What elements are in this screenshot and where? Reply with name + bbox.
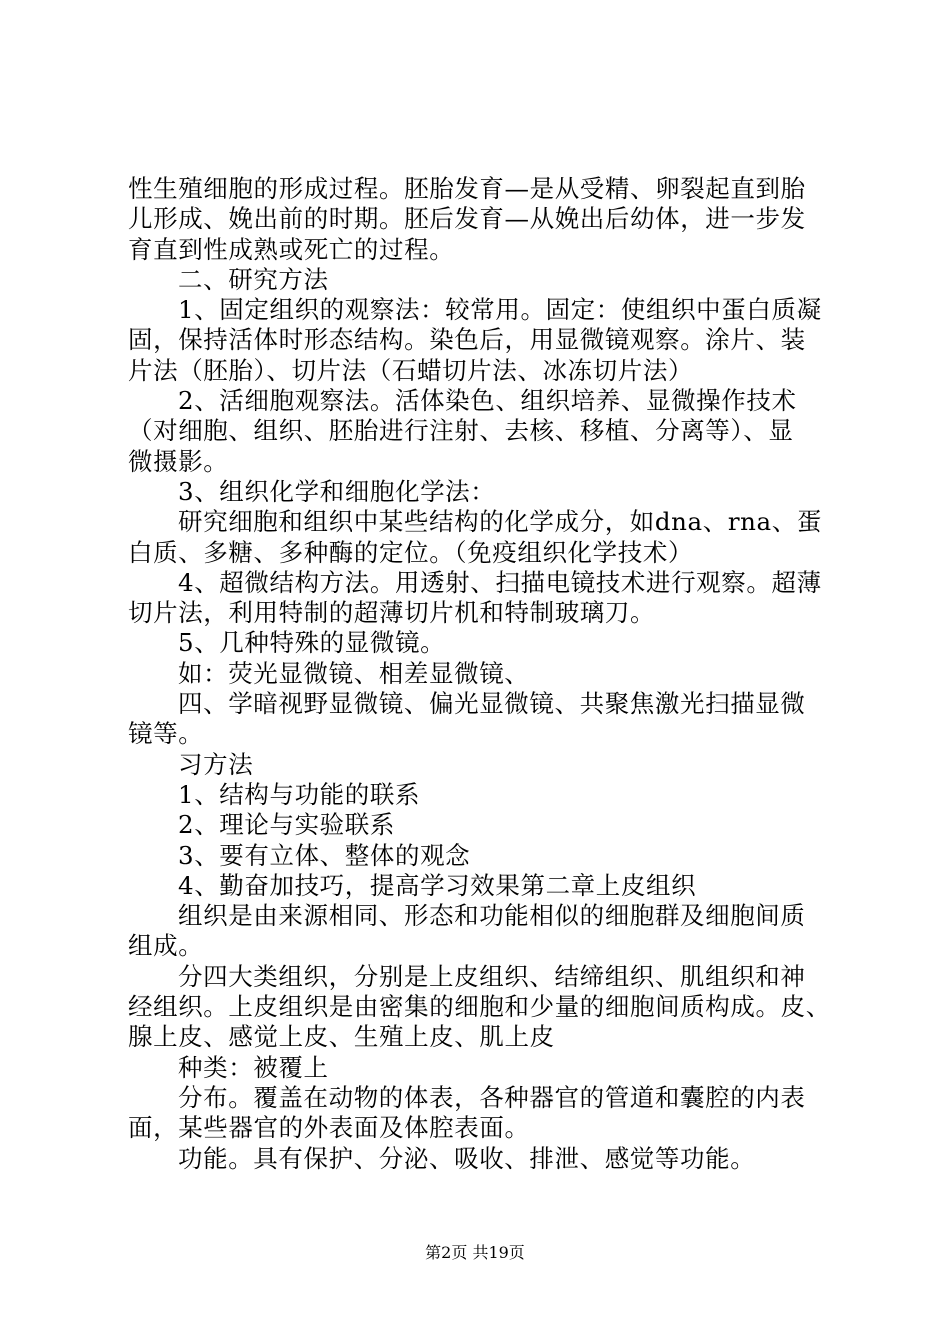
text-line: 3、要有立体、整体的观念 <box>178 840 471 870</box>
text-line: 1、固定组织的观察法：较常用。固定：使组织中蛋白质凝 <box>178 295 822 325</box>
text-line: 4、超微结构方法。用透射、扫描电镜技术进行观察。超薄 <box>178 567 822 597</box>
text-line: 3、组织化学和细胞化学法： <box>178 476 496 506</box>
text-line: 如：荧光显微镜、相差显微镜、 <box>178 658 530 688</box>
text-line: 1、结构与功能的联系 <box>178 779 421 809</box>
text-line: 经组织。上皮组织是由密集的细胞和少量的细胞间质构成。皮、 <box>128 992 831 1022</box>
text-line: 习方法 <box>178 749 254 779</box>
text-line: 组织是由来源相同、形态和功能相似的细胞群及细胞间质 <box>178 901 806 931</box>
text-line: 二、研究方法 <box>178 264 329 294</box>
text-line: 四、学暗视野显微镜、偏光显微镜、共聚焦激光扫描显微 <box>178 689 806 719</box>
text-line: 性生殖细胞的形成过程。胚胎发育—是从受精、卵裂起直到胎 <box>128 174 806 203</box>
text-line: 面，某些器官的外表面及体腔表面。 <box>128 1113 530 1143</box>
text-line: 白质、多糖、多种酶的定位。（免疫组织化学技术） <box>128 537 694 567</box>
text-line: 研究细胞和组织中某些结构的化学成分，如dna、rna、蛋 <box>178 507 822 537</box>
text-line: 2、活细胞观察法。活体染色、组织培养、显微操作技术 <box>178 386 797 416</box>
text-line: 功能。具有保护、分泌、吸收、排泄、感觉等功能。 <box>178 1143 756 1173</box>
text-line: 分四大类组织，分别是上皮组织、结缔组织、肌组织和神 <box>178 961 806 991</box>
text-line: 儿形成、娩出前的时期。胚后发育—从娩出后幼体，进一步发 <box>128 204 806 234</box>
text-line: 固，保持活体时形态结构。染色后，用显微镜观察。涂片、装 <box>128 325 806 355</box>
text-line: （对细胞、组织、胚胎进行注射、去核、移植、分离等）、显 <box>128 416 794 446</box>
text-line: 腺上皮、感觉上皮、生殖上皮、肌上皮 <box>128 1022 555 1052</box>
text-line: 分布。覆盖在动物的体表，各种器官的管道和囊腔的内表 <box>178 1082 806 1112</box>
text-line: 微摄影。 <box>128 446 229 476</box>
text-line: 组成。 <box>128 931 204 961</box>
text-line: 切片法，利用特制的超薄切片机和特制玻璃刀。 <box>128 598 656 628</box>
text-line: 5、几种特殊的显微镜。 <box>178 628 446 658</box>
text-line: 镜等。 <box>128 719 204 749</box>
document-body <box>128 174 840 1174</box>
text-line: 2、理论与实验联系 <box>178 810 395 840</box>
text-line: 种类：被覆上 <box>178 1052 329 1082</box>
text-line: 4、勤奋加技巧，提高学习效果第二章上皮组织 <box>178 870 697 900</box>
text-line: 片法（胚胎）、切片法（石蜡切片法、冰冻切片法） <box>128 355 694 385</box>
page-footer: 第2页 共19页 <box>425 1243 525 1262</box>
text-line: 育直到性成熟或死亡的过程。 <box>128 234 455 264</box>
